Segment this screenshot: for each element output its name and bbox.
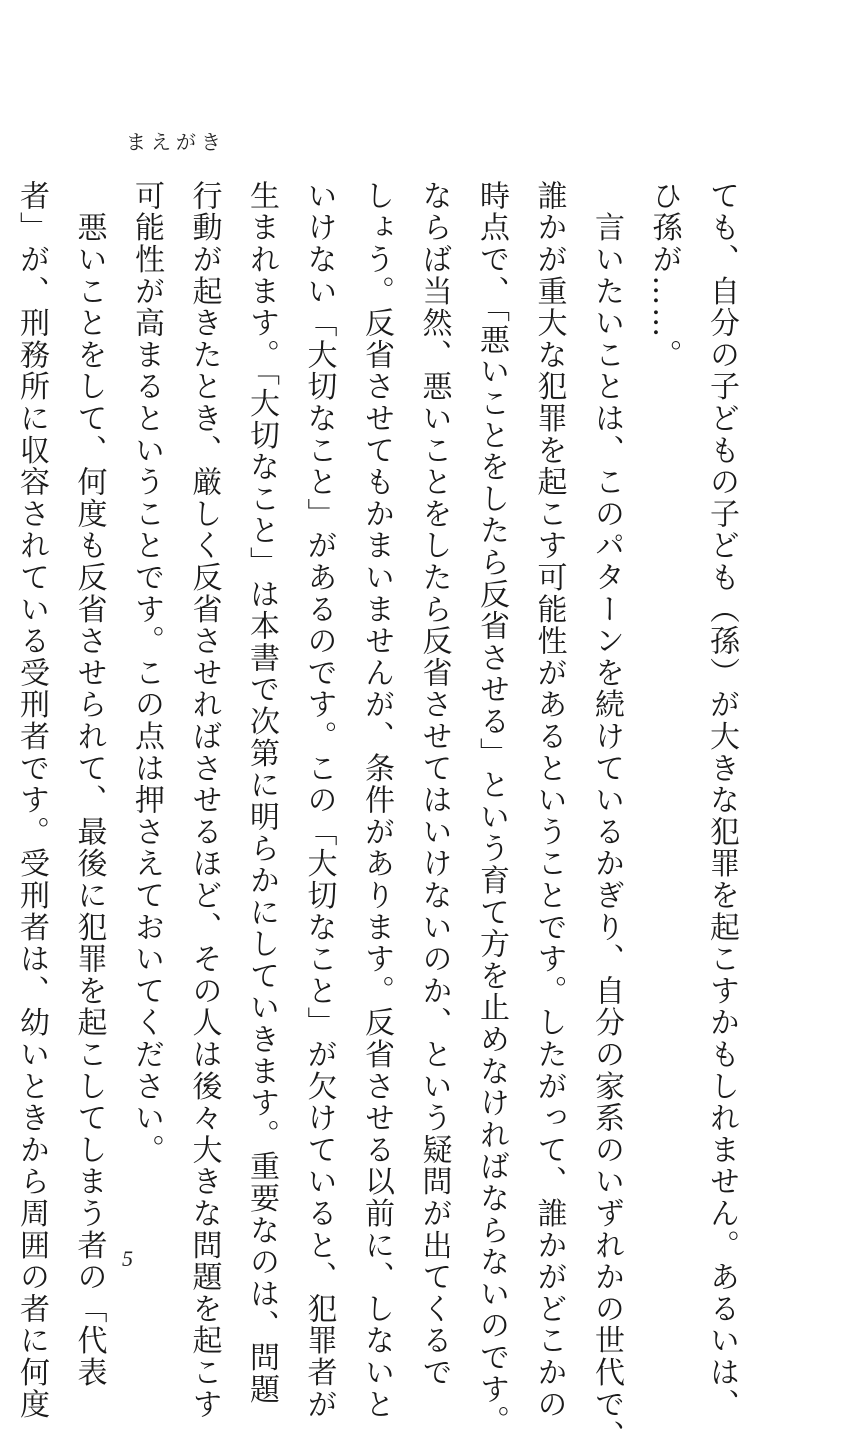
text-line: 可能性が高まるということです。この点は押さえておいてください。	[129, 180, 164, 1166]
text-line: 者」が、刑務所に収容されている受刑者です。受刑者は、幼いときから周囲の者に何度	[14, 180, 49, 1421]
body-text	[14, 180, 750, 1452]
text-line: ひ孫が……。	[646, 180, 682, 371]
text-line	[0, 180, 3, 1230]
text-line: 時点で、「悪いことをしたら反省させる」という育て方を止めなければならないのです。	[474, 180, 509, 1437]
text-line: 言いたいことは、このパターンを続けているかぎり、自分の家系のいずれかの世代で、	[589, 180, 624, 1452]
text-line: 誰かが重大な犯罪を起こす可能性があるということです。したがって、誰かがどこかの	[531, 180, 567, 1421]
text-line: 生まれます。「大切なこと」は本書で次第に明らかにしていきます。重要なのは、問題	[244, 180, 279, 1406]
text-line: いけない「大切なこと」があるのです。この「大切なこと」が欠けていると、犯罪者が	[301, 180, 337, 1421]
text-line: しょう。反省させてもかまいませんが、条件があります。反省させる以前に、しないと	[359, 180, 394, 1421]
text-line: ても、自分の子どもの子ども（孫）が大きな犯罪を起こすかもしれません。あるいは、	[704, 180, 739, 1421]
page-number: 5	[122, 1246, 133, 1271]
running-head: まえがき	[126, 130, 226, 154]
text-line: ならば当然、悪いことをしたら反省させてはいけないのか、という疑問が出てくるで	[416, 180, 452, 1389]
text-line: 悪いことをして、何度も反省させられて、最後に犯罪を起こしてしまう者の「代表	[71, 180, 107, 1389]
text-line: 行動が起きたとき、厳しく反省させればさせるほど、その人は後々大きな問題を起こす	[186, 180, 222, 1421]
